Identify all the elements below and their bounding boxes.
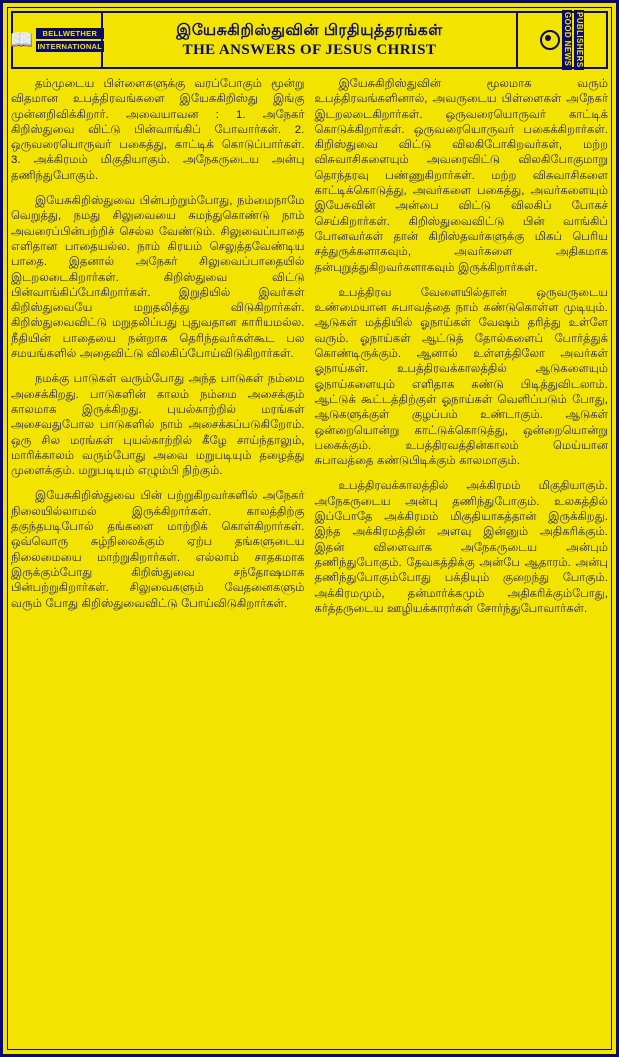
left-column — [11, 77, 305, 1044]
page-title-tamil: இயேசுகிறிஸ்துவின் பிரதியுத்தரங்கள் — [176, 21, 443, 39]
paragraph: இயேசுகிறிஸ்துவின் மூலமாக வரும் உபத்திரவங்களினால், அவருடைய பிள்ளைகள் அநேகர் இடறலடைகிறார்கள். ஒருவரையொருவர் காட்டிக் கொடுக்கிறார்கள். ஒருவரையொருவர் பகைக்கிறார்கள். கிறிஸ்துவை விட்டு விலகிபோகிறவர்கள், மற்ற விசுவாசிகளையும் அவரைவிட்டு விலகிபோகுமாறு தொந்தரவு பண்ணுகிறார்கள். மற்ற விசுவாசிகளை காட்டிக்கொடுத்து, அவர்களை பகைத்து, அவர்களையும் இயேசுவின் அன்பை விட்டு விலகிப் போகச் செய்கிறார்கள். கிறிஸ்துவைவிட்டு பின் வாங்கிப் போனவர்கள் தான் கிறிஸ்தவர்களுக்கு மிகப் பெரிய சத்துருக்களாகவும், அவர்களை அதிகமாக தன்புறுத்துகிறவர்களாகவும் இருக்கிறார்கள். — [314, 78, 608, 274]
publisher-logo-left — [11, 11, 103, 69]
right-column — [315, 77, 609, 1044]
paragraph: இயேசுகிறிஸ்துவை பின் பற்றுகிறவர்களில் அநேகர் நிலையில்லாமல் இருக்கிறார்கள். காலத்திற்கு தகுந்தபடிபோல் தங்களை மாற்றிக் கொள்கிறார்கள். ஒவ்வொரு சுழ்நிலைக்கும் ஏற்ப தங்களுடைய நிலைமையை மாற்றுகிறார்கள். எல்லாம் சாதகமாக இருக்கும்போது கிறிஸ்துவை சந்தோஷமாக பின்பற்றுகிறார்கள். சிலுவைகளும் வேதனைகளும் வரும் போது கிறிஸ்துவைவிட்டு போய்விடுகிறார்கள். — [11, 490, 305, 610]
paragraph: நமக்கு பாடுகள் வரும்போது அந்த பாடுகள் நம்மை அசைக்கிறது. பாடுகளின் காலம் நம்மை அசைக்கும் காலமாக இருக்கிறது. புயல்காற்றில் மரங்கள் அசைவதுபோல பாடுகளில் நாம் அசைக்கப்படுகிறோம். ஒரு சில மரங்கள் புயல்காற்றில் கீழே சாய்ந்தாலும், மாரிக்காலம் வரும்போது அவை மறுபடியும் தழைத்து முளைக்கும். மறுபடியும் எழும்பி நிற்கும். — [11, 373, 305, 478]
page-title-english: THE ANSWERS OF JESUS CHRIST — [182, 41, 437, 58]
logo-right-line2: PUBLISHERS — [575, 12, 584, 68]
logo-left-line2: INTERNATIONAL — [37, 42, 103, 51]
publisher-logo-right — [516, 11, 608, 69]
paragraph: உபத்திரவக்காலத்தில் அக்கிரமம் மிகுதியாகும். அநேகருடைய அன்பு தணிந்துபோகும். உலகத்தில் இப்போதே அக்கிரமம் மிகுதியாகத்தான் இருக்கிறது. இந்த அக்கிரமத்தின் அளவு இன்னும் அதிகரிக்கும். இதன் விளைவாக அநேகருடைய அன்பும் தணிந்துபோகும். தேவகத்திக்கு அன்பே ஆதாரம். அன்பு தணிந்துபோகும்போது பக்தியும் குறைந்து போகும். அக்கிரமமும், தன்மார்க்கமும் அதிகரிக்கும்போது, கர்த்தருடைய ஊழியக்காரர்கள் சோர்ந்துபோவார்கள். — [314, 480, 608, 615]
article-body — [11, 77, 608, 1044]
paragraph: உபத்திரவ வேளையில்தான் ஒருவருடைய உண்மையான சுபாவத்தை நாம் கண்டுகொள்ள முடியும். ஆடுகள் மத்தியில் ஓநாய்கள் வேஷம் தரித்து உள்ளே வரும். ஓநாய்கள் ஆட்டுத் தோல்களைப் போர்த்துக் கொண்டிருக்கும். ஆனால் உள்ளத்திலோ அவர்கள் ஓநாய்கள். உபத்திரவக்காலத்தில் ஆடுகளையும் ஓநாய்களையும் எளிதாக கண்டு பிடித்துவிடலாம். ஆட்டுக் கூட்டத்திற்குள் ஓநாய்கள் வெளிப்படும் போது, ஆடுகளுக்குள் குழப்பம் உண்டாகும். ஆடுகள் ஒன்றையொன்று காட்டுக்கொடுத்து, ஒன்றையொன்று பகைக்கும். உபத்திரவத்தின்காலம் மெய்யான சுபாவத்தை கண்டுபிடிக்கும் காலமாகும். — [314, 286, 608, 468]
paragraph: தம்முடைய பிள்ளைகளுக்கு வரப்போகும் மூன்று விதமான உபத்திரவங்களை இயேசுகிறிஸ்து இங்கு முன்னறிவிக்கிறார். அவையாவன : 1. அநேகர் கிறிஸ்துவை விட்டு பின்வாங்கிப் போவார்கள். 2. ஒருவரையொருவர் பகைத்து, காட்டிக் கொடுப்பார்கள். 3. அக்கிரமம் மிகுதியாகும். அநேகருடைய அன்பு தணிந்துபோகும். — [11, 78, 305, 182]
page-header — [11, 11, 608, 69]
open-book-icon: 📖 — [9, 29, 34, 51]
logo-left-line1: BELLWETHER — [36, 28, 105, 39]
globe-icon — [540, 30, 560, 50]
paragraph: இயேசுகிறிஸ்துவை பின்பற்றும்போது, நம்மைநாமே வெறுத்து, நமது சிலுவையை சுமந்துகொண்டு நாம் அவரைப்பின்பற்றிச் செல்ல வேண்டும். சிலுவைப்பாதை எளிதான பாதையல்ல. நாம் கிரயம் செலுத்தவேண்டிய பாதை. இதனால் அநேகர் சிலுவைப்பாதையில் இடறலடைகிறார்கள். கிறிஸ்துவை விட்டு பின்வாங்கிப்போகிறார்கள். இறுதியில் இவர்கள் கிறிஸ்துவையே மறுதலித்து விடுகிறார்கள். கிறிஸ்துவைவிட்டு மறுதலிப்பது புதுவதான காரியமல்ல. நீதியின் பாதையை நன்றாக தெரிந்தவர்கள்கூட பல சமயங்களில் அதைவிட்டு விலகிப்போய்விடுகிறார்கள். — [11, 195, 305, 361]
title-block — [103, 11, 516, 69]
logo-right-line1: GOOD NEWS — [562, 10, 572, 70]
